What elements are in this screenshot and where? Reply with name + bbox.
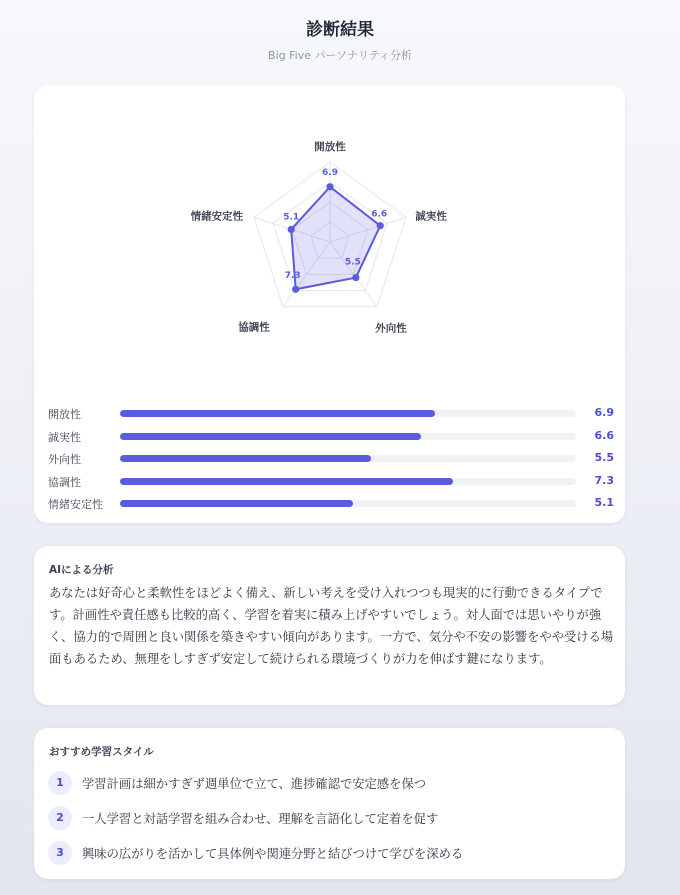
- result-chart-card: [34, 85, 625, 523]
- score-row-emotional-stability: [48, 493, 614, 516]
- item-number-badge: 1: [48, 771, 72, 795]
- radar-data-point: [292, 286, 299, 293]
- score-value: 5.5: [594, 451, 614, 464]
- learning-style-title: おすすめ学習スタイル: [49, 746, 154, 758]
- score-label: 外向性: [48, 453, 81, 466]
- score-bar-track: [120, 455, 576, 462]
- score-bar-track: [120, 500, 576, 507]
- score-value: 7.3: [594, 473, 614, 487]
- ai-analysis-card: [34, 546, 625, 705]
- learning-style-text: 興味の広がりを活かして具体例や関連分野と結びつけて学びを深める: [82, 847, 464, 861]
- score-row-extraversion: [48, 448, 614, 471]
- radar-value-label: 5.1: [283, 212, 300, 223]
- score-value: 5.1: [594, 496, 614, 509]
- score-value: 6.9: [594, 406, 614, 419]
- score-bar-fill: [120, 478, 453, 485]
- score-row-agreeableness: [48, 471, 614, 494]
- score-bar-fill: [120, 433, 421, 440]
- score-bar-track: [120, 433, 576, 440]
- score-bar-track: [120, 478, 576, 485]
- radar-chart: [34, 85, 625, 385]
- score-label: 協調性: [48, 475, 81, 489]
- page-subtitle: Big Five パーソナリティ分析: [268, 49, 412, 62]
- radar-axis-label: 情緒安定性: [190, 210, 244, 223]
- radar-value-label: 6.9: [322, 167, 338, 178]
- ai-analysis-text: あなたは好奇心と柔軟性をほどよく備え、新しい考えを受け入れつつも現実的に行動できるタイプです。計画性や責任感も比較的高く、学習を着実に積み上げやすいでしょう。対人面では思いやりが強く、協力的で周囲と良い関係を築きやすい傾向があります。一方で、気分や不安の影響をやや受ける場面もあるため、無理をしすぎず安定して続けられる環境づくりが力を伸ばす鍵になります。: [49, 586, 614, 666]
- radar-value-label: 5.5: [344, 257, 361, 268]
- score-label: 誠実性: [48, 430, 81, 444]
- learning-style-card: [34, 728, 625, 879]
- radar-axis-label: 協調性: [238, 321, 270, 334]
- radar-axis-label: 外向性: [375, 322, 407, 335]
- radar-value-label: 6.6: [371, 209, 388, 220]
- page-title: 診断結果: [306, 20, 374, 40]
- radar-value-label: 7.3: [284, 271, 301, 282]
- radar-axis-label: 開放性: [314, 141, 346, 153]
- radar-data-point: [288, 226, 295, 233]
- radar-data-point: [377, 222, 384, 229]
- item-number-badge: 3: [48, 841, 72, 865]
- radar-axis-label: 誠実性: [415, 210, 447, 223]
- score-value: 6.6: [594, 428, 614, 442]
- score-label: 情緒安定性: [48, 498, 103, 511]
- learning-style-text: 一人学習と対話学習を組み合わせ、理解を言語化して定着を促す: [82, 812, 439, 826]
- learning-style-text: 学習計画は細かすぎず週単位で立て、進捗確認で安定感を保つ: [82, 777, 427, 791]
- score-label: 開放性: [48, 408, 81, 421]
- radar-data-point: [352, 274, 359, 281]
- radar-data-area: [291, 187, 380, 289]
- item-number-badge: 2: [48, 806, 72, 830]
- score-bar-fill: [120, 410, 435, 417]
- score-bar-fill: [120, 500, 353, 507]
- ai-analysis-title: AIによる分析: [49, 564, 114, 576]
- score-row-openness: [48, 403, 614, 426]
- score-bar-list: [48, 403, 614, 516]
- page-header: [0, 0, 680, 84]
- score-row-conscientiousness: [48, 426, 614, 449]
- score-bar-track: [120, 410, 576, 417]
- radar-data-point: [326, 183, 333, 190]
- score-bar-fill: [120, 455, 371, 462]
